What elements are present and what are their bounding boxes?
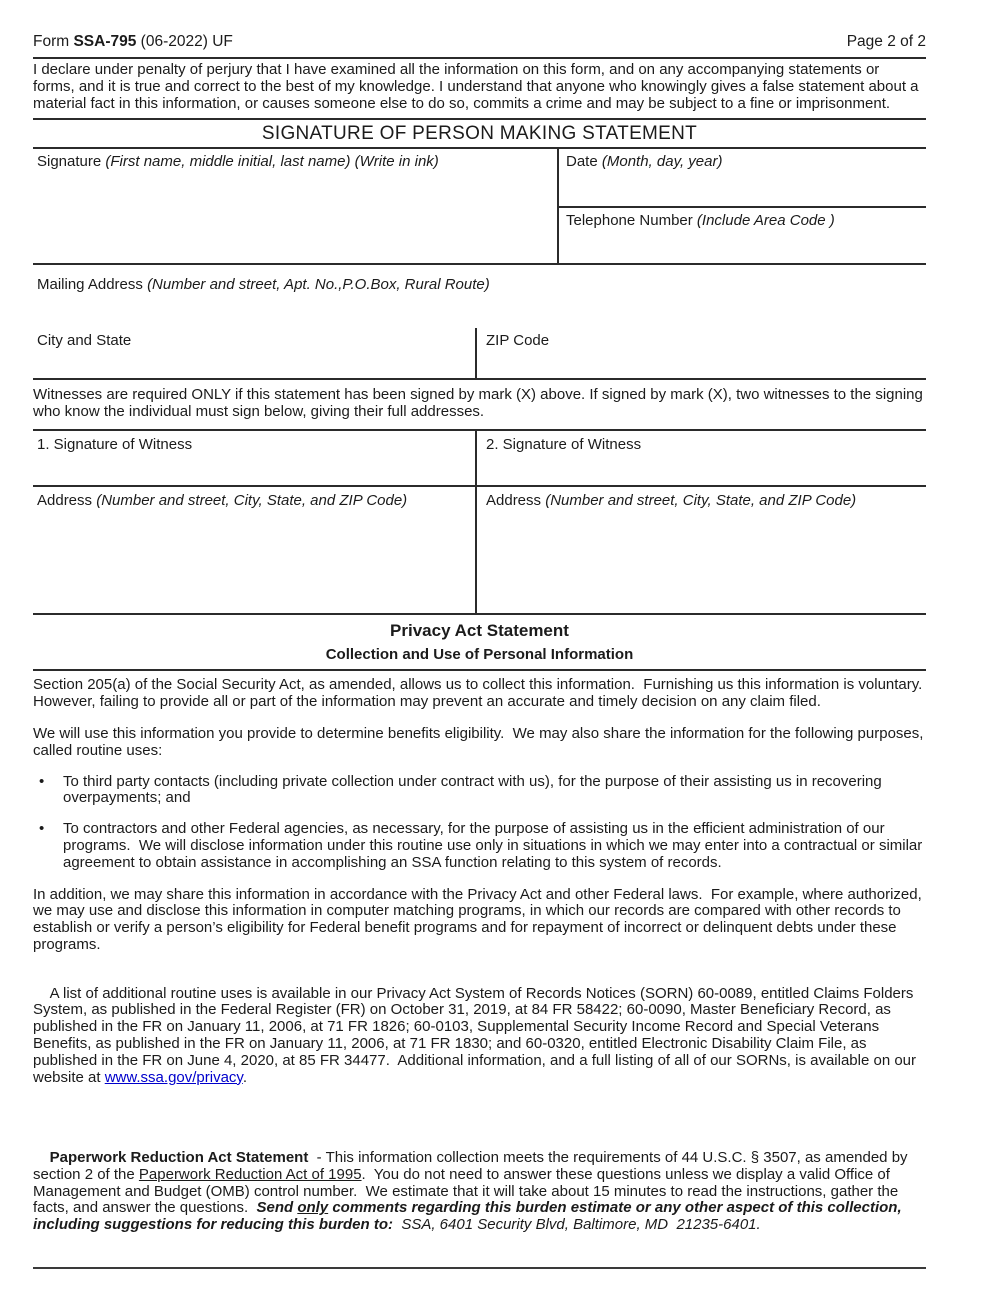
- pra-burden-rest: comments regarding this burden estimate or any other aspect of this collection, including suggestions for reducing this burden to:: [33, 1199, 906, 1234]
- date-hint: (Month, day, year): [601, 153, 723, 171]
- mailing-address-hint: (Number and street, Apt. No.,P.O.Box, Rural Route): [147, 276, 490, 294]
- pra-address: SSA, 6401 Security Blvd, Baltimore, MD 21235-6401.: [393, 1216, 761, 1234]
- witness-signature-row: [33, 431, 926, 487]
- witness2-address-label: Address: [486, 491, 546, 509]
- bullet-icon: •: [39, 820, 45, 838]
- privacy-paragraph-2: We will use this information you provide to determine benefits eligibility. We may also share the information for the following purposes, called routine uses:: [33, 725, 928, 759]
- privacy-paragraph-1: Section 205(a) of the Social Security Act, as amended, allows us to collect this information. Furnishing us this information is voluntary. However, failing to provide all or part of the information may prevent an accurate and timely decision on any claim filed.: [33, 676, 931, 711]
- signature-section-title: SIGNATURE OF PERSON MAKING STATEMENT: [33, 120, 926, 149]
- form-number-prefix: Form: [33, 33, 74, 50]
- pra-burden-only: only: [297, 1199, 329, 1217]
- mailing-address-label: Mailing Address: [37, 276, 148, 294]
- privacy-paragraph-4: [33, 969, 926, 1103]
- zip-code-label: ZIP Code: [486, 332, 550, 350]
- witness-requirement-note: Witnesses are required ONLY if this statement has been signed by mark (X) above. If signed by mark (X), two witnesses to the signing who know the individual must sign below, giving their full addresses.: [33, 386, 923, 420]
- bottom-divider: [33, 1267, 926, 1269]
- perjury-declaration: I declare under penalty of perjury that I have examined all the information on this form, and on any accompanying statements or forms, and it is true and correct to the best of my knowledge. I understand that anyone who knowingly gives a false statement about a material fact in this information, or causes someone else to do so, commits a crime and may be subject to a fine or imprisonment.: [33, 57, 926, 119]
- bullet-icon: •: [39, 772, 45, 790]
- telephone-field[interactable]: [559, 208, 926, 263]
- witness-address-row: [33, 487, 926, 613]
- sorn-text-end: .: [242, 1068, 247, 1086]
- signature-hint: (First name, middle initial, last name) (Write in ink): [105, 153, 439, 171]
- city-zip-row: [33, 328, 926, 380]
- witness1-signature-label: 1. Signature of Witness: [37, 435, 193, 453]
- routine-use-bullet-1: [33, 774, 926, 808]
- pra-title: Paperwork Reduction Act Statement: [49, 1148, 309, 1166]
- sorn-text: A list of additional routine uses is available in our Privacy Act System of Records Notices (SORN) 60-0089, entitled Claims Folders System, as published in the Federal Register (FR) on October 31, 2019, at 84 FR 58422; 60-0090, Master Beneficiary Record, as published in the FR on January 11, 2006, at 71 FR 1826; 60-0103, Supplemental Security Income Record and Special Veterans Benefits, as published in the FR on January 11, 2006, at 71 FR 1830; and 60-0320, entitled Electronic Disability Claim File, as published in the FR on June 4, 2020, at 85 FR 34477. Additional information, and a full listing of all of our SORNs, is available on our website at: [33, 984, 921, 1086]
- date-label: Date: [566, 153, 602, 171]
- paperwork-reduction-act-statement: [33, 1133, 926, 1251]
- routine-use-bullet-2-text: To contractors and other Federal agencies, as necessary, for the purpose of assisting us in the efficient administration of our programs. We will disclose information under this routine use only in situations in which we may enter into a contractual or similar agreement to obtain assistance in accomplishing an SSA function relating to this system of records.: [63, 820, 927, 871]
- mailing-address-field[interactable]: [33, 265, 926, 328]
- page-indicator: Page 2 of 2: [846, 33, 926, 50]
- signature-table-right-column: [559, 149, 926, 263]
- pra-text-2: . You do not need to answer these questions unless we display a valid Office of Management and Budget (OMB) control number. We estimate that it will take about 15 minutes to read the instructions, gather the facts, and answer the questions.: [33, 1165, 903, 1217]
- witness2-signature-field[interactable]: [477, 431, 926, 485]
- privacy-act-title: Privacy Act Statement: [390, 620, 569, 640]
- witness2-address-field[interactable]: [477, 487, 926, 613]
- date-field[interactable]: [559, 149, 926, 208]
- page-header: [33, 33, 926, 50]
- witness1-address-hint: (Number and street, City, State, and ZIP Code): [96, 491, 408, 509]
- witness2-signature-label: 2. Signature of Witness: [486, 435, 642, 453]
- witness1-signature-field[interactable]: [33, 431, 477, 485]
- form-number: [33, 33, 233, 50]
- witness2-address-hint: (Number and street, City, State, and ZIP Code): [545, 491, 857, 509]
- signature-label: Signature: [37, 153, 106, 171]
- pra-burden-send: Send: [256, 1199, 298, 1217]
- pra-act-reference: Paperwork Reduction Act of 1995: [138, 1165, 362, 1183]
- routine-use-bullet-2: [33, 821, 926, 871]
- signature-field[interactable]: [33, 149, 559, 263]
- privacy-act-heading: [33, 615, 926, 672]
- privacy-paragraph-3: In addition, we may share this information in accordance with the Privacy Act and other Federal laws. For example, where authorized, we may use and disclose this information in computer matching programs, in which our records are compared with other records to establish or verify a person’s eligibility for Federal benefit programs and for repayment of incorrect or delinquent debts under these programs.: [33, 885, 926, 953]
- city-state-field[interactable]: [33, 328, 477, 378]
- city-state-label: City and State: [37, 332, 132, 350]
- telephone-hint: (Include Area Code ): [696, 212, 835, 230]
- telephone-label: Telephone Number: [566, 212, 697, 230]
- witness1-address-field[interactable]: [33, 487, 477, 613]
- routine-use-bullet-1-text: To third party contacts (including private collection under contract with us), for the purpose of their assisting us in recovering overpayments; and: [63, 772, 886, 807]
- witness-table: [33, 429, 926, 615]
- ssa-privacy-link[interactable]: www.ssa.gov/privacy: [104, 1068, 243, 1086]
- form-number-value: SSA-795: [73, 33, 137, 50]
- witness1-address-label: Address: [37, 491, 97, 509]
- privacy-act-subtitle: Collection and Use of Personal Information: [325, 645, 634, 663]
- zip-code-field[interactable]: [477, 328, 926, 378]
- form-number-suffix: (06-2022) UF: [136, 33, 233, 50]
- signature-table: [33, 149, 926, 265]
- pra-text-1: - This information collection meets the requirements of 44 U.S.C. § 3507, as amended by section 2 of the: [33, 1148, 912, 1183]
